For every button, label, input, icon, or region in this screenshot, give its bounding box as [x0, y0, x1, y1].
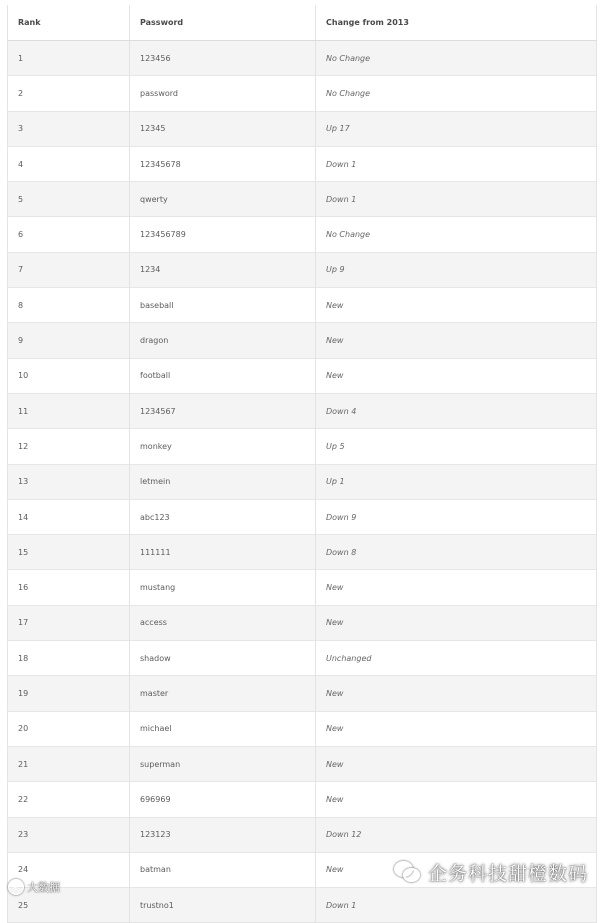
change-cell: No Change [316, 41, 597, 76]
rank-cell: 7 [8, 252, 130, 287]
table-row [8, 782, 597, 817]
rank-cell: 21 [8, 746, 130, 781]
table-row [8, 888, 597, 923]
password-cell: 12345678 [130, 146, 316, 181]
rank-cell: 23 [8, 817, 130, 852]
table-row [8, 746, 597, 781]
password-table-container [7, 5, 596, 923]
password-cell: football [130, 358, 316, 393]
table-row [8, 817, 597, 852]
password-cell: trustno1 [130, 888, 316, 923]
watermark-right-text: 企务科技甜橙数码 [427, 862, 588, 885]
table-row [8, 217, 597, 252]
watermark-left [8, 877, 60, 897]
password-cell: michael [130, 711, 316, 746]
password-cell: batman [130, 852, 316, 887]
table-row [8, 358, 597, 393]
rank-cell: 2 [8, 76, 130, 111]
table-row [8, 288, 597, 323]
table-header-row [8, 5, 597, 41]
table-row [8, 252, 597, 287]
change-cell: Down 9 [316, 499, 597, 534]
rank-cell: 10 [8, 358, 130, 393]
rank-cell: 6 [8, 217, 130, 252]
password-cell: access [130, 605, 316, 640]
rank-cell: 5 [8, 182, 130, 217]
rank-cell: 19 [8, 676, 130, 711]
table-row [8, 111, 597, 146]
change-cell: Up 9 [316, 252, 597, 287]
table-row [8, 146, 597, 181]
rank-cell: 15 [8, 535, 130, 570]
table-row [8, 323, 597, 358]
password-cell: abc123 [130, 499, 316, 534]
table-row [8, 429, 597, 464]
password-cell: baseball [130, 288, 316, 323]
rank-cell: 17 [8, 605, 130, 640]
change-cell: New [316, 605, 597, 640]
password-cell: qwerty [130, 182, 316, 217]
table-row [8, 641, 597, 676]
password-cell: 12345 [130, 111, 316, 146]
change-cell: Down 4 [316, 393, 597, 428]
password-cell: 123123 [130, 817, 316, 852]
rank-cell: 18 [8, 641, 130, 676]
change-cell: Down 1 [316, 888, 597, 923]
change-cell: No Change [316, 76, 597, 111]
change-cell: New [316, 676, 597, 711]
change-cell: New [316, 570, 597, 605]
rank-cell: 24 [8, 852, 130, 887]
password-cell: dragon [130, 323, 316, 358]
table-row [8, 464, 597, 499]
table-row [8, 711, 597, 746]
password-cell: 1234 [130, 252, 316, 287]
rank-cell: 25 [8, 888, 130, 923]
change-cell: Down 1 [316, 182, 597, 217]
password-cell: shadow [130, 641, 316, 676]
header-rank: Rank [8, 5, 130, 41]
change-cell: Unchanged [316, 641, 597, 676]
password-cell: master [130, 676, 316, 711]
rank-cell: 1 [8, 41, 130, 76]
password-cell: 111111 [130, 535, 316, 570]
password-cell: letmein [130, 464, 316, 499]
rank-cell: 11 [8, 393, 130, 428]
password-cell: 696969 [130, 782, 316, 817]
change-cell: Down 8 [316, 535, 597, 570]
header-change: Change from 2013 [316, 5, 597, 41]
change-cell: New [316, 358, 597, 393]
change-cell: Up 5 [316, 429, 597, 464]
change-cell: New [316, 711, 597, 746]
watermark-right [394, 858, 588, 886]
change-cell: Up 1 [316, 464, 597, 499]
password-cell: password [130, 76, 316, 111]
table-row [8, 76, 597, 111]
table-row [8, 676, 597, 711]
rank-cell: 22 [8, 782, 130, 817]
table-row [8, 570, 597, 605]
password-cell: 123456789 [130, 217, 316, 252]
password-cell: monkey [130, 429, 316, 464]
rank-cell: 12 [8, 429, 130, 464]
wechat-icon [394, 861, 420, 883]
change-cell: New [316, 852, 597, 887]
table-row [8, 499, 597, 534]
password-cell: 1234567 [130, 393, 316, 428]
rank-cell: 8 [8, 288, 130, 323]
weibo-icon [8, 879, 24, 895]
rank-cell: 9 [8, 323, 130, 358]
rank-cell: 14 [8, 499, 130, 534]
watermark-left-text: 大数据 [27, 881, 60, 894]
password-cell: mustang [130, 570, 316, 605]
table-row [8, 182, 597, 217]
rank-cell: 13 [8, 464, 130, 499]
change-cell: New [316, 782, 597, 817]
change-cell: New [316, 323, 597, 358]
change-cell: No Change [316, 217, 597, 252]
rank-cell: 4 [8, 146, 130, 181]
change-cell: Down 12 [316, 817, 597, 852]
change-cell: Down 1 [316, 146, 597, 181]
password-cell: 123456 [130, 41, 316, 76]
table-row [8, 41, 597, 76]
table-row [8, 605, 597, 640]
header-password: Password [130, 5, 316, 41]
rank-cell: 16 [8, 570, 130, 605]
table-row [8, 535, 597, 570]
change-cell: Up 17 [316, 111, 597, 146]
rank-cell: 20 [8, 711, 130, 746]
rank-cell: 3 [8, 111, 130, 146]
table-row [8, 393, 597, 428]
change-cell: New [316, 746, 597, 781]
table-body [8, 41, 597, 923]
password-table [7, 5, 597, 923]
change-cell: New [316, 288, 597, 323]
password-cell: superman [130, 746, 316, 781]
